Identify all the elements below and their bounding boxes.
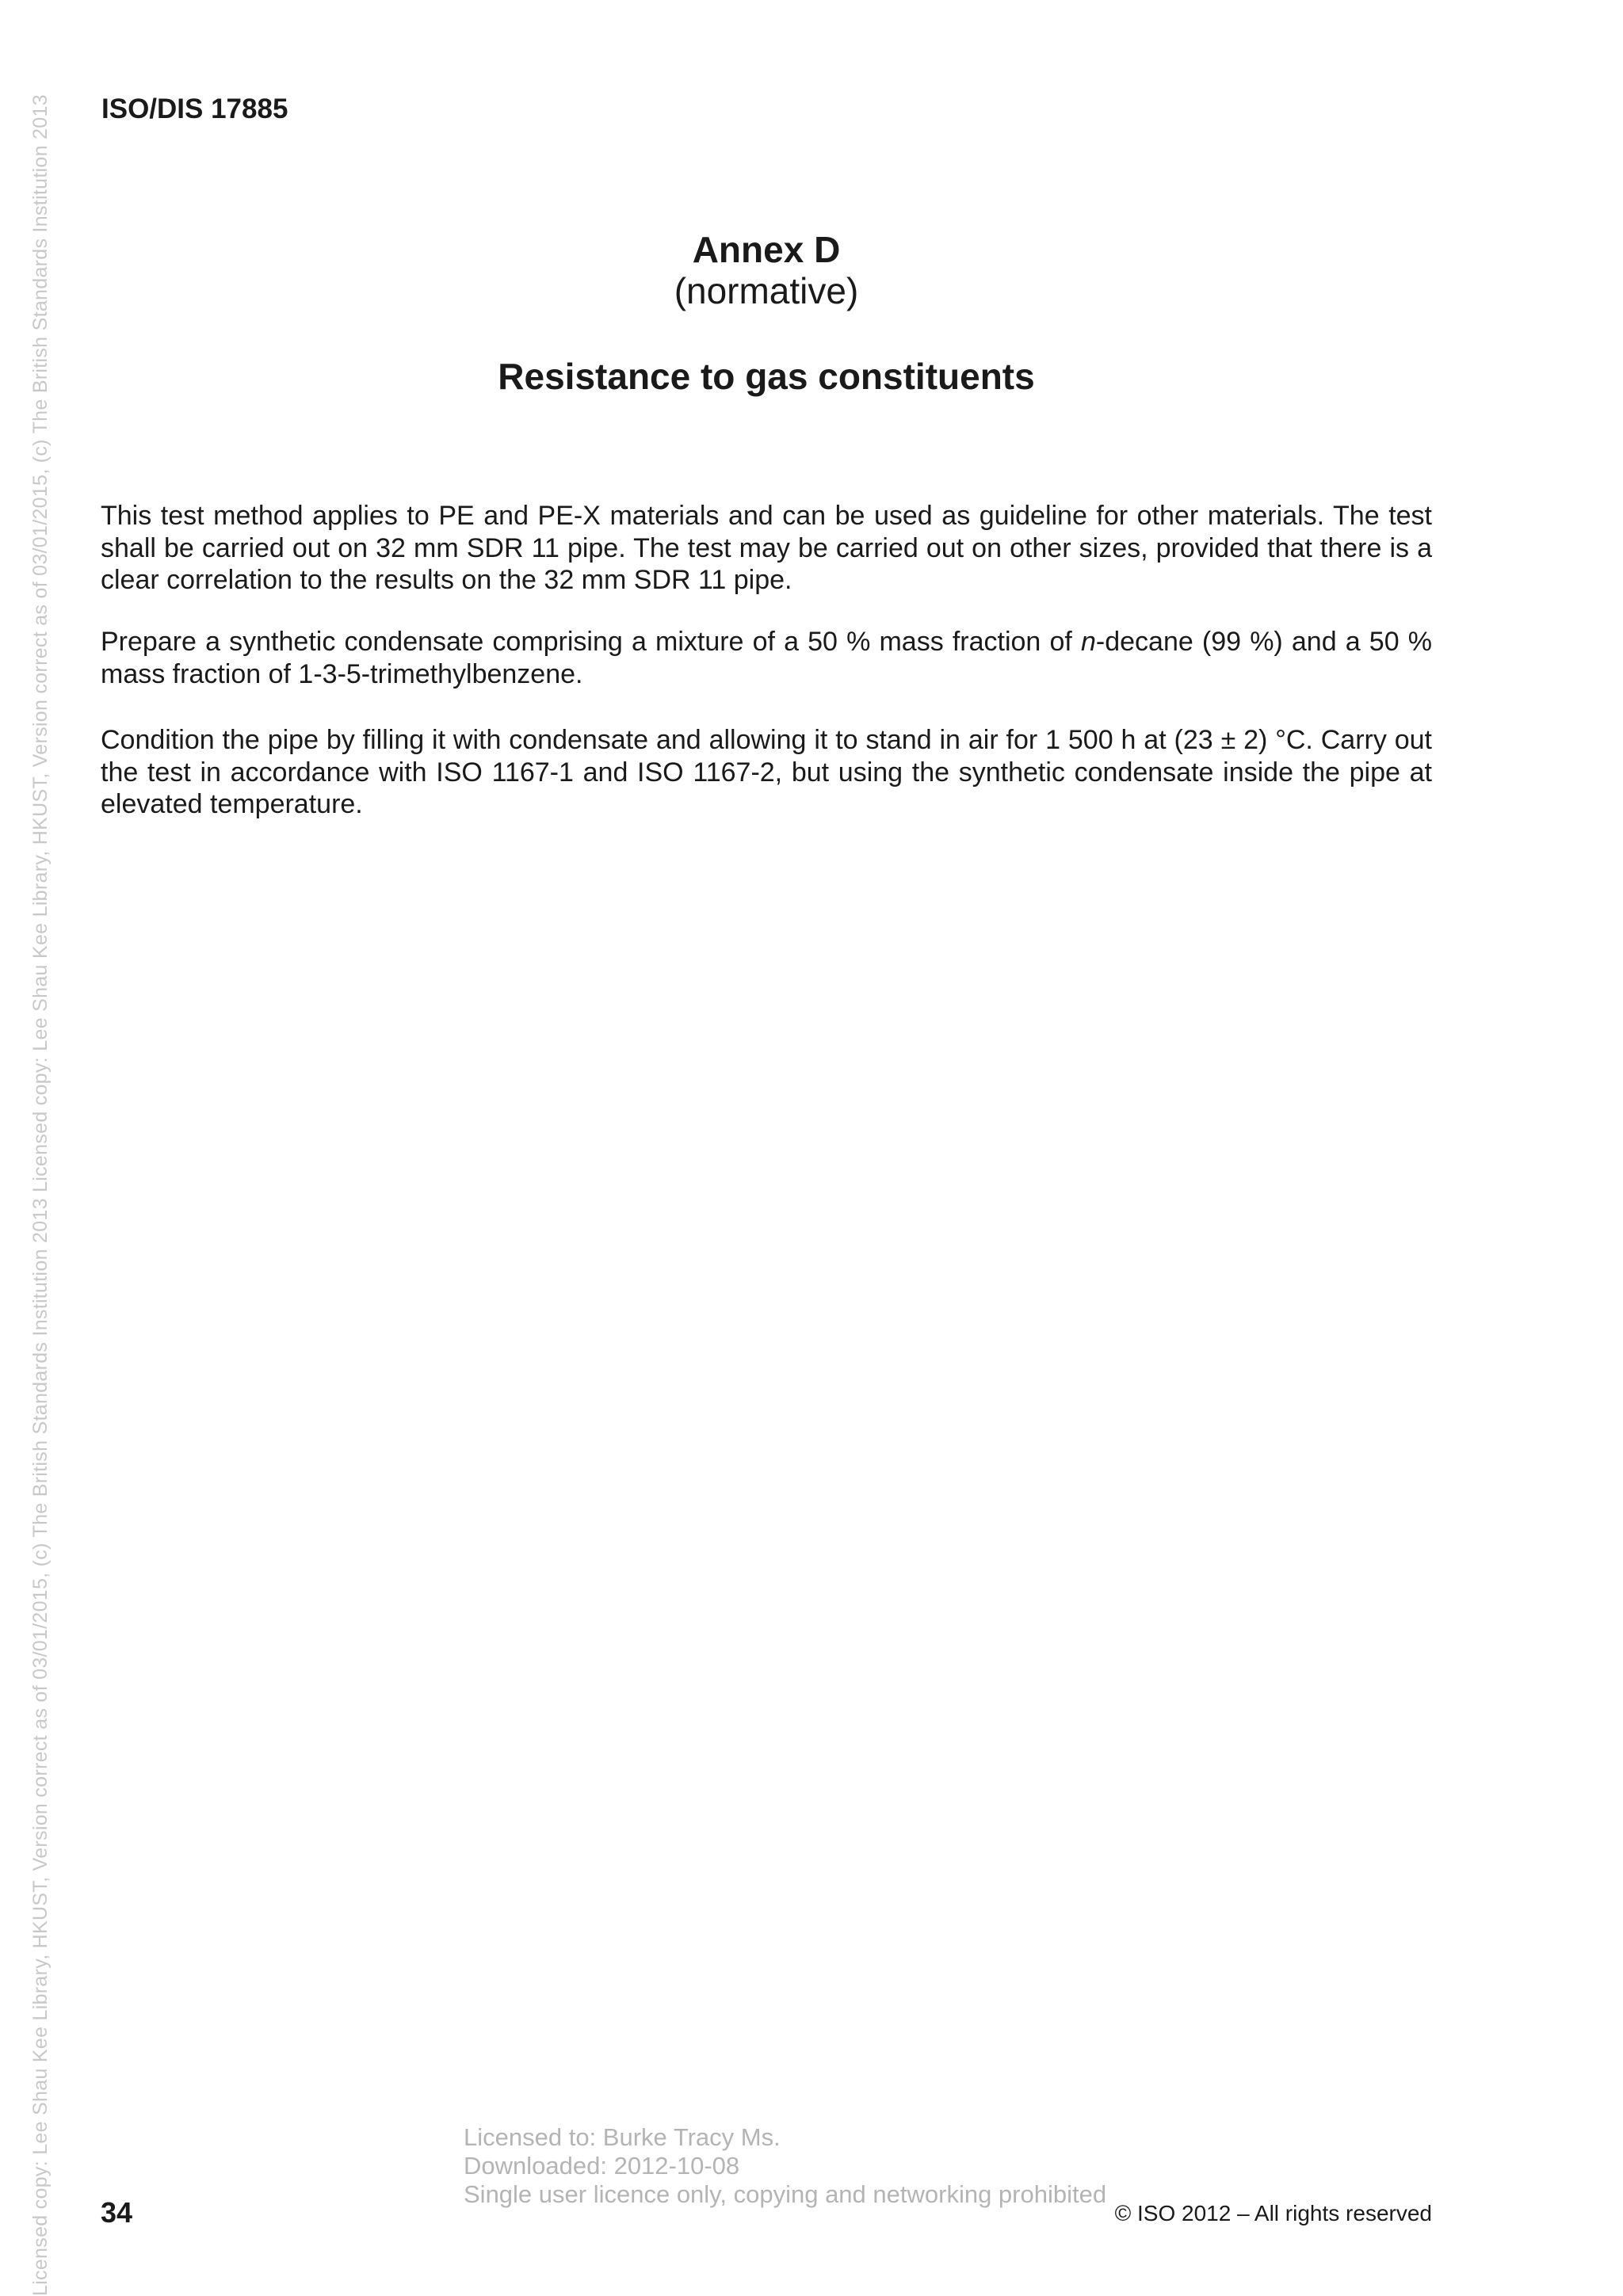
- document-id: ISO/DIS 17885: [101, 93, 288, 124]
- license-notice: [464, 2123, 1106, 2209]
- side-watermark: Licensed copy: Lee Shau Kee Library, HKUST, Version correct as of 03/01/2015, (c) The British Standards Institution 2013 Licensed copy: Lee Shau Kee Library, HKUST, Version correct as of 03/01/2015, (c) The British Standards Institution 2013: [29, 94, 52, 2296]
- license-line-downloaded: Downloaded: 2012-10-08: [464, 2152, 740, 2180]
- license-line-licensee: Licensed to: Burke Tracy Ms.: [464, 2123, 781, 2151]
- paragraph-condensate: [101, 626, 1432, 690]
- paragraph-condensate-italic: n: [1080, 627, 1096, 657]
- license-line-terms: Single user licence only, copying and networking prohibited: [464, 2180, 1107, 2208]
- paragraph-scope: This test method applies to PE and PE-X materials and can be used as guideline for other materials. The test shall be carried out on 32 mm SDR 11 pipe. The test may be carried out on other sizes, provided that there is a clear correlation to the results on the 32 mm SDR 11 pipe.: [101, 501, 1432, 595]
- paragraph-condensate-part2: -decane (99 %) and a 50 % mass fraction of 1-3-5-trimethylbenzene.: [101, 627, 1432, 689]
- paragraph-condensate-part1: Prepare a synthetic condensate comprising a mixture of a 50 % mass fraction of: [101, 627, 1081, 657]
- paragraph-conditioning: Condition the pipe by filling it with condensate and allowing it to stand in air for 1 500 h at (23 ± 2) °C. Carry out the test in accordance with ISO 1167-1 and ISO 1167-2, but using the synthetic condensate inside the pipe at elevated temperature.: [101, 725, 1432, 819]
- annex-title: Annex D: [692, 229, 841, 270]
- annex-subtitle: (normative): [674, 270, 859, 311]
- page-number: 34: [101, 2196, 133, 2229]
- annex-heading: Resistance to gas constituents: [498, 356, 1035, 397]
- copyright-notice: © ISO 2012 – All rights reserved: [1114, 2201, 1432, 2225]
